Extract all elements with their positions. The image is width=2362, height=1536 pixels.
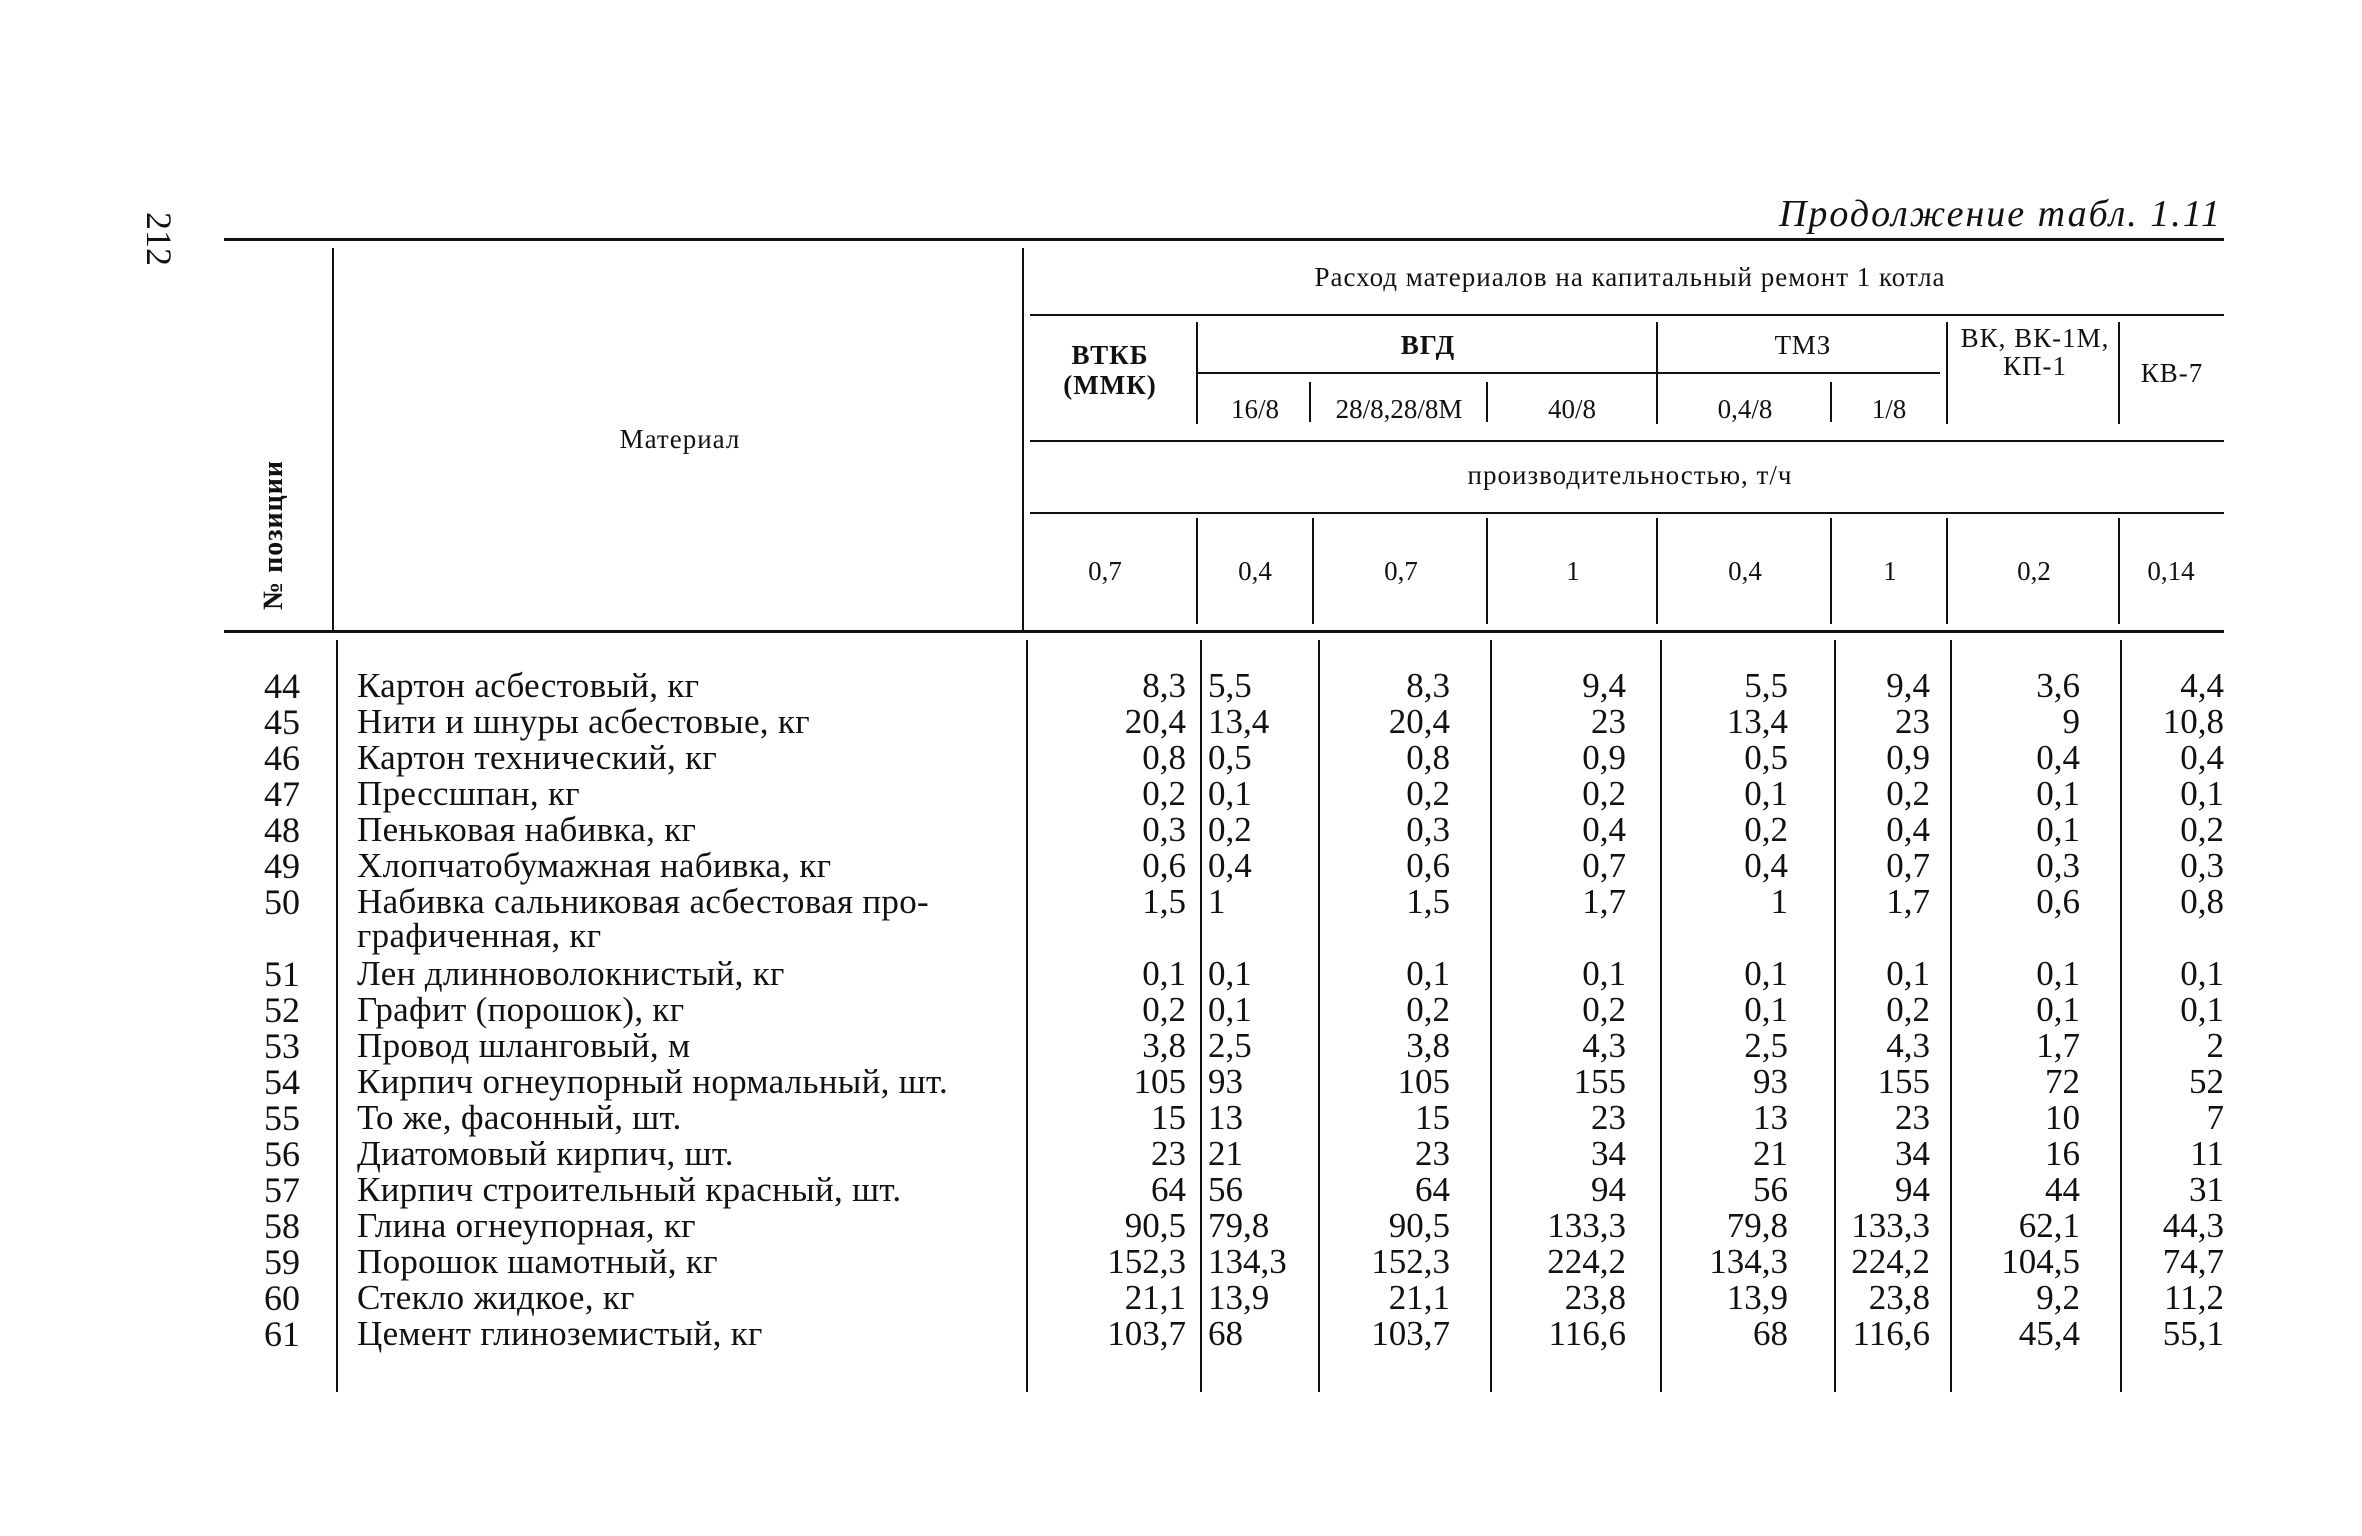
position-column-header: № позиции	[258, 459, 289, 610]
header-rule-vgd	[1196, 372, 1656, 374]
capacity-label: производительностью, т/ч	[1467, 460, 1793, 490]
value-cell: 1,7	[2036, 1026, 2080, 1065]
value-cell: 72	[2045, 1062, 2080, 1101]
value-cell: 5,5	[1744, 666, 1788, 705]
value-cell: 13,4	[1208, 702, 1270, 741]
group-tmz: ТМЗ	[1774, 330, 1832, 360]
material-name-continuation: графиченная, кг	[357, 916, 602, 955]
material-name: Графит (порошок), кг	[357, 990, 685, 1029]
value-cell: 0,9	[1886, 738, 1930, 777]
value-cell: 0,9	[1582, 738, 1626, 777]
col-sep-vtkb	[1196, 322, 1198, 424]
material-name: Лен длинноволокнистый, кг	[357, 954, 785, 993]
material-name: Стекло жидкое, кг	[357, 1278, 635, 1317]
header-rule-groups	[1030, 314, 2224, 316]
value-cell: 11	[2190, 1134, 2224, 1173]
value-cell: 79,8	[1208, 1206, 1270, 1245]
value-cell: 0,1	[1406, 954, 1450, 993]
submodel-16-8: 16/8	[1230, 394, 1279, 424]
value-cell: 0,8	[2180, 882, 2224, 921]
value-cell: 0,3	[2180, 846, 2224, 885]
cap-sep-3	[1486, 518, 1488, 624]
value-cell: 0,4	[1582, 810, 1626, 849]
value-cell: 23	[1895, 1098, 1930, 1137]
body-sep-3	[1490, 640, 1492, 1392]
value-cell: 93	[1208, 1062, 1243, 1101]
value-cell: 104,5	[2001, 1242, 2080, 1281]
value-cell: 15	[1415, 1098, 1450, 1137]
row-number: 58	[264, 1206, 300, 1246]
value-cell: 1,7	[1582, 882, 1626, 921]
top-rule	[224, 238, 2224, 241]
value-cell: 1,5	[1142, 882, 1186, 921]
material-name: Глина огнеупорная, кг	[357, 1206, 696, 1245]
body-sep-7	[2120, 640, 2122, 1392]
material-name: Кирпич строительный красный, шт.	[357, 1170, 902, 1209]
value-cell: 0,4	[1208, 846, 1252, 885]
value-cell: 56	[1753, 1170, 1788, 1209]
value-cell: 0,4	[2180, 738, 2224, 777]
value-cell: 0,1	[1582, 954, 1626, 993]
value-cell: 0,2	[1582, 990, 1626, 1029]
row-number: 45	[264, 702, 300, 742]
value-cell: 155	[1877, 1062, 1930, 1101]
value-cell: 55,1	[2162, 1314, 2224, 1353]
cap-sep-4	[1656, 518, 1658, 624]
capacity-value: 1	[1566, 556, 1580, 586]
value-cell: 34	[1591, 1134, 1626, 1173]
value-cell: 10	[2045, 1098, 2080, 1137]
value-cell: 2,5	[1744, 1026, 1788, 1065]
value-cell: 5,5	[1208, 666, 1252, 705]
value-cell: 94	[1895, 1170, 1930, 1209]
row-number: 57	[264, 1170, 300, 1210]
value-cell: 4,3	[1886, 1026, 1930, 1065]
submodel-28-8: 28/8,28/8М	[1335, 394, 1463, 424]
value-cell: 23	[1591, 1098, 1626, 1137]
value-cell: 13,4	[1726, 702, 1788, 741]
value-cell: 0,1	[2036, 990, 2080, 1029]
value-cell: 0,4	[2036, 738, 2080, 777]
value-cell: 10,8	[2162, 702, 2224, 741]
material-name: Хлопчатобумажная набивка, кг	[357, 846, 832, 885]
value-cell: 133,3	[1851, 1206, 1930, 1245]
col-sep-material	[1022, 248, 1024, 630]
value-cell: 0,1	[1208, 954, 1252, 993]
value-cell: 15	[1151, 1098, 1186, 1137]
value-cell: 23	[1151, 1134, 1186, 1173]
row-number: 61	[264, 1314, 300, 1354]
header-rule-capacity-bottom	[1030, 512, 2224, 514]
value-cell: 90,5	[1124, 1206, 1186, 1245]
row-number: 52	[264, 990, 300, 1030]
value-cell: 224,2	[1851, 1242, 1930, 1281]
value-cell: 0,1	[1208, 774, 1252, 813]
value-cell: 0,1	[1142, 954, 1186, 993]
value-cell: 152,3	[1107, 1242, 1186, 1281]
value-cell: 11,2	[2164, 1278, 2224, 1317]
material-name: Провод шланговый, м	[357, 1026, 691, 1065]
material-name: Картон асбестовый, кг	[357, 666, 700, 705]
value-cell: 64	[1415, 1170, 1450, 1209]
capacity-value: 1	[1883, 556, 1897, 586]
value-cell: 1,5	[1406, 882, 1450, 921]
value-cell: 0,1	[2180, 774, 2224, 813]
material-column-header: Материал	[619, 424, 741, 454]
col-sep-position	[332, 248, 334, 630]
body-sep-2	[1318, 640, 1320, 1392]
value-cell: 13,9	[1726, 1278, 1788, 1317]
value-cell: 0,1	[1208, 990, 1252, 1029]
cap-sep-2	[1312, 518, 1314, 624]
value-cell: 0,2	[1744, 810, 1788, 849]
value-cell: 0,7	[1582, 846, 1626, 885]
value-cell: 0,2	[1142, 990, 1186, 1029]
row-number: 55	[264, 1098, 300, 1138]
value-cell: 23,8	[1564, 1278, 1626, 1317]
continuation-caption: Продолжение табл. 1.11	[1778, 193, 2222, 235]
header-rule-tmz	[1656, 372, 1940, 374]
value-cell: 79,8	[1726, 1206, 1788, 1245]
submodel-1-8: 1/8	[1871, 394, 1907, 424]
value-cell: 9	[2062, 702, 2080, 741]
header-rule-capacity-top	[1030, 440, 2224, 442]
row-number: 60	[264, 1278, 300, 1318]
value-cell: 3,6	[2036, 666, 2080, 705]
group-vk: ВК, ВК-1М, КП-1	[1960, 323, 2110, 381]
value-cell: 31	[2189, 1170, 2224, 1209]
value-cell: 23	[1895, 702, 1930, 741]
value-cell: 134,3	[1709, 1242, 1788, 1281]
value-cell: 20,4	[1124, 702, 1186, 741]
value-cell: 45,4	[2018, 1314, 2080, 1353]
value-cell: 0,1	[2036, 954, 2080, 993]
value-cell: 0,2	[1886, 990, 1930, 1029]
value-cell: 0,3	[1406, 810, 1450, 849]
value-cell: 52	[2189, 1062, 2224, 1101]
value-cell: 1,7	[1886, 882, 1930, 921]
value-cell: 2,5	[1208, 1026, 1252, 1065]
value-cell: 0,2	[2180, 810, 2224, 849]
value-cell: 0,4	[1744, 846, 1788, 885]
value-cell: 62,1	[2018, 1206, 2080, 1245]
body-sep-6	[1950, 640, 1952, 1392]
value-cell: 64	[1151, 1170, 1186, 1209]
value-cell: 0,3	[1142, 810, 1186, 849]
capacity-value: 0,7	[1088, 556, 1122, 586]
material-name: Нити и шнуры асбестовые, кг	[357, 702, 810, 741]
value-cell: 0,1	[2180, 990, 2224, 1029]
value-cell: 7	[2206, 1098, 2224, 1137]
value-cell: 74,7	[2162, 1242, 2224, 1281]
value-cell: 4,4	[2180, 666, 2224, 705]
value-cell: 1	[1208, 882, 1226, 921]
value-cell: 103,7	[1371, 1314, 1450, 1353]
value-cell: 4,3	[1582, 1026, 1626, 1065]
row-number: 59	[264, 1242, 300, 1282]
value-cell: 155	[1573, 1062, 1626, 1101]
row-number: 51	[264, 954, 300, 994]
capacity-value: 0,14	[2147, 556, 2195, 586]
body-sep-5	[1834, 640, 1836, 1392]
row-number: 46	[264, 738, 300, 778]
value-cell: 105	[1397, 1062, 1450, 1101]
value-cell: 0,6	[1406, 846, 1450, 885]
value-cell: 0,2	[1208, 810, 1252, 849]
group-vtkb: ВТКБ (ММК)	[1063, 340, 1157, 400]
value-cell: 0,2	[1142, 774, 1186, 813]
cap-sep-6	[1946, 518, 1948, 624]
value-cell: 44,3	[2162, 1206, 2224, 1245]
value-cell: 103,7	[1107, 1314, 1186, 1353]
row-number: 50	[264, 882, 300, 922]
value-cell: 68	[1753, 1314, 1788, 1353]
value-cell: 0,4	[1886, 810, 1930, 849]
value-cell: 44	[2045, 1170, 2080, 1209]
value-cell: 34	[1895, 1134, 1930, 1173]
value-cell: 0,5	[1208, 738, 1252, 777]
value-cell: 0,5	[1744, 738, 1788, 777]
cap-sep-1	[1196, 518, 1198, 624]
col-sep-vgd-tmz	[1656, 322, 1658, 424]
value-cell: 8,3	[1406, 666, 1450, 705]
value-cell: 0,1	[1744, 990, 1788, 1029]
value-cell: 21	[1753, 1134, 1788, 1173]
value-cell: 105	[1133, 1062, 1186, 1101]
value-cell: 224,2	[1547, 1242, 1626, 1281]
value-cell: 0,8	[1406, 738, 1450, 777]
body-sep-position	[336, 640, 338, 1392]
value-cell: 152,3	[1371, 1242, 1450, 1281]
value-cell: 0,1	[1886, 954, 1930, 993]
value-cell: 9,4	[1582, 666, 1626, 705]
row-number: 48	[264, 810, 300, 850]
value-cell: 9,4	[1886, 666, 1930, 705]
value-cell: 1	[1770, 882, 1788, 921]
submodel-0-4-8: 0,4/8	[1717, 394, 1773, 424]
row-number: 47	[264, 774, 300, 814]
value-cell: 0,8	[1142, 738, 1186, 777]
value-cell: 20,4	[1388, 702, 1450, 741]
material-name: Цемент глиноземистый, кг	[357, 1314, 763, 1353]
material-name: Диатомовый кирпич, шт.	[357, 1134, 734, 1173]
cap-sep-5	[1830, 518, 1832, 624]
value-cell: 0,7	[1886, 846, 1930, 885]
value-cell: 134,3	[1208, 1242, 1287, 1281]
value-cell: 13,9	[1208, 1278, 1270, 1317]
material-name: Прессшпан, кг	[357, 774, 580, 813]
capacity-value: 0,2	[2017, 556, 2051, 586]
value-cell: 0,2	[1582, 774, 1626, 813]
value-cell: 21	[1208, 1134, 1243, 1173]
row-number: 56	[264, 1134, 300, 1174]
value-cell: 93	[1753, 1062, 1788, 1101]
col-sep-vk-kv7	[2118, 322, 2120, 424]
value-cell: 0,6	[2036, 882, 2080, 921]
value-cell: 68	[1208, 1314, 1243, 1353]
group-vgd: ВГД	[1400, 330, 1456, 360]
value-cell: 0,2	[1886, 774, 1930, 813]
value-cell: 9,2	[2036, 1278, 2080, 1317]
capacity-value: 0,4	[1238, 556, 1272, 586]
body-sep-1	[1200, 640, 1202, 1392]
capacity-value: 0,4	[1728, 556, 1762, 586]
value-cell: 116,6	[1548, 1314, 1626, 1353]
value-cell: 16	[2045, 1134, 2080, 1173]
value-cell: 23,8	[1868, 1278, 1930, 1317]
value-cell: 21,1	[1124, 1278, 1186, 1317]
material-name: Порошок шамотный, кг	[357, 1242, 718, 1281]
col-sep-tmz-vk	[1946, 322, 1948, 424]
capacity-value: 0,7	[1384, 556, 1418, 586]
value-cell: 0,1	[2036, 774, 2080, 813]
value-cell: 90,5	[1388, 1206, 1450, 1245]
value-cell: 8,3	[1142, 666, 1186, 705]
value-cell: 0,1	[2036, 810, 2080, 849]
value-cell: 23	[1591, 702, 1626, 741]
consumption-title: Расход материалов на капитальный ремонт 1 котла	[1314, 262, 1946, 292]
material-name: Пеньковая набивка, кг	[357, 810, 697, 849]
row-number: 49	[264, 846, 300, 886]
material-name: Набивка сальниковая асбестовая про-	[357, 882, 929, 921]
value-cell: 3,8	[1406, 1026, 1450, 1065]
material-name: Картон технический, кг	[357, 738, 718, 777]
page-number: 212	[139, 212, 179, 266]
value-cell: 13	[1753, 1098, 1788, 1137]
material-name: То же, фасонный, шт.	[357, 1098, 682, 1137]
row-number: 53	[264, 1026, 300, 1066]
group-kv7: КВ-7	[2140, 358, 2204, 388]
row-number: 54	[264, 1062, 300, 1102]
value-cell: 0,6	[1142, 846, 1186, 885]
submodel-40-8: 40/8	[1547, 394, 1596, 424]
value-cell: 116,6	[1852, 1314, 1930, 1353]
value-cell: 0,2	[1406, 990, 1450, 1029]
body-sep-4	[1660, 640, 1662, 1392]
header-bottom-rule	[224, 630, 2224, 633]
value-cell: 133,3	[1547, 1206, 1626, 1245]
value-cell: 0,1	[2180, 954, 2224, 993]
value-cell: 23	[1415, 1134, 1450, 1173]
value-cell: 13	[1208, 1098, 1243, 1137]
value-cell: 0,1	[1744, 774, 1788, 813]
cap-sep-7	[2118, 518, 2120, 624]
value-cell: 56	[1208, 1170, 1243, 1209]
value-cell: 0,1	[1744, 954, 1788, 993]
value-cell: 94	[1591, 1170, 1626, 1209]
value-cell: 3,8	[1142, 1026, 1186, 1065]
value-cell: 21,1	[1388, 1278, 1450, 1317]
material-name: Кирпич огнеупорный нормальный, шт.	[357, 1062, 949, 1101]
value-cell: 0,2	[1406, 774, 1450, 813]
row-number: 44	[264, 666, 300, 706]
value-cell: 0,3	[2036, 846, 2080, 885]
value-cell: 2	[2206, 1026, 2224, 1065]
body-sep-material	[1026, 640, 1028, 1392]
